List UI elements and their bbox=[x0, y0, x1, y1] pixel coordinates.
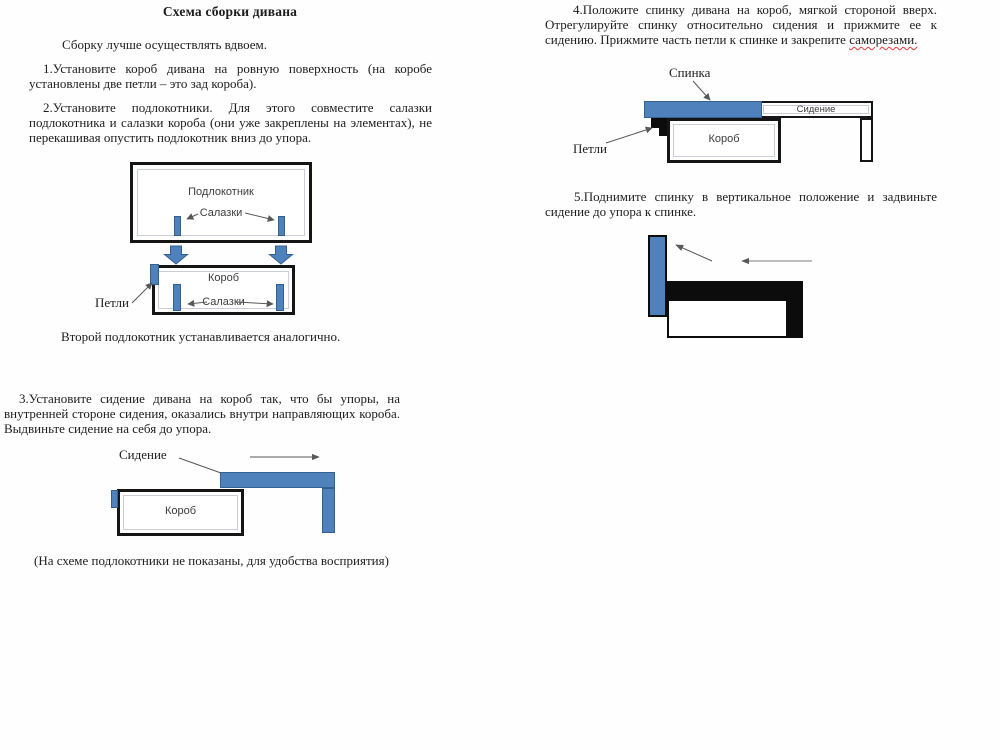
paragraph-armrest-note: Второй подлокотник устанавливается аналогично. bbox=[61, 329, 341, 344]
paragraph-step5: 5.Поднимите спинку в вертикальное положение и задвиньте сидение до упора к спинке. bbox=[545, 189, 937, 219]
lift-direction-arrow bbox=[676, 245, 712, 261]
hinges-label: Петли bbox=[573, 141, 607, 156]
base-box-label: Короб bbox=[164, 505, 197, 517]
diagram-seat-install bbox=[105, 445, 355, 545]
seat-label: Сидение bbox=[119, 447, 167, 462]
paragraph-step3: 3.Установите сидение дивана на короб так, что бы упоры, на внутренней стороне сидения, оказались внутри направляющих короба. Выдвиньте сидение на себя до упора. bbox=[4, 391, 400, 436]
drop-arrow-right-icon bbox=[270, 246, 293, 264]
diagram-armrest-assembly bbox=[90, 160, 330, 352]
base-box-label: Короб bbox=[708, 133, 740, 145]
paragraph-diagram-note: (На схеме подлокотники не показаны, для удобства восприятия) bbox=[34, 553, 389, 568]
paragraph-step2: 2.Установите подлокотники. Для этого совместите салазки подлокотника и салазки короба (они уже закреплены на элементах), не перекашивая опустить подлокотник вниз до упора. bbox=[29, 100, 432, 145]
seat-box-label: Сидение bbox=[796, 104, 836, 115]
document-title: Схема сборки дивана bbox=[162, 4, 298, 19]
upright-diagram-arrows bbox=[640, 230, 900, 342]
slides-top-arrow-left bbox=[187, 214, 198, 219]
seat-diagram-arrows bbox=[105, 445, 355, 545]
paragraph-step1: 1.Установите короб дивана на ровную поверхность (на коробе установлены две петли – это зад короба). bbox=[29, 61, 432, 91]
slides-bottom-arrow-right bbox=[236, 302, 273, 304]
back-diagram-arrows bbox=[560, 64, 890, 168]
base-box-label: Короб bbox=[207, 272, 240, 284]
slides-top-label: Салазки bbox=[199, 207, 243, 219]
diagram-back-install bbox=[560, 64, 890, 168]
back-pointer-arrow bbox=[693, 81, 710, 100]
drop-arrow-left-icon bbox=[165, 246, 188, 264]
back-label: Спинка bbox=[669, 65, 711, 80]
slides-bottom-label: Салазки bbox=[202, 296, 245, 308]
paragraph-intro: Сборку лучше осуществлять вдвоем. bbox=[62, 37, 268, 52]
armrest-diagram-arrows bbox=[90, 160, 330, 352]
slides-top-arrow-right bbox=[245, 213, 274, 220]
hinges-pointer-arrow bbox=[606, 128, 652, 143]
hinges-pointer-arrow bbox=[132, 283, 152, 303]
step4-text: 4.Положите спинку дивана на короб, мягкой стороной вверх. Отрегулируйте спинку относительно сидения и прижмите ее к сидению. Прижмите часть петли к спинке и закрепите bbox=[545, 2, 937, 47]
paragraph-step4 bbox=[545, 2, 937, 47]
slides-bottom-arrow-left bbox=[188, 302, 207, 304]
hinges-label: Петли bbox=[95, 295, 129, 310]
step4-spellcheck-word: саморезами. bbox=[849, 32, 918, 47]
armrest-label: Подлокотник bbox=[188, 186, 254, 198]
diagram-back-upright bbox=[640, 230, 900, 342]
seat-pointer-line bbox=[179, 458, 221, 473]
